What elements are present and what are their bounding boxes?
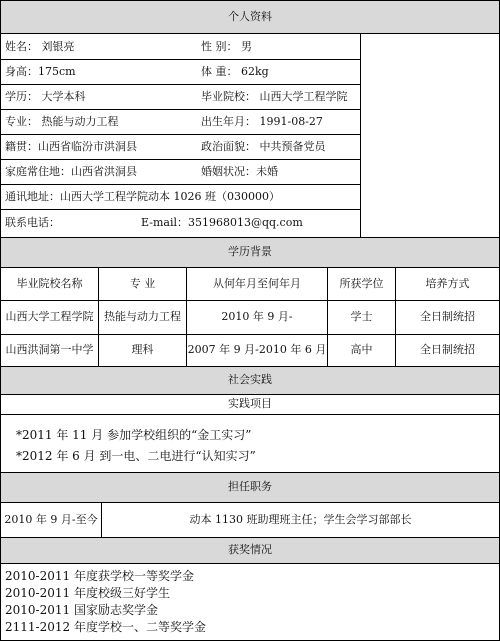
edu-row2-school: 山西洪洞第一中学	[5, 343, 94, 356]
grid-line	[0, 84, 360, 85]
grid-line	[0, 184, 360, 185]
grid-line	[0, 159, 360, 160]
education-field: 学历： 大学本科	[5, 90, 86, 103]
award-item: 2111-2012 年度学校一、二等奖学金	[5, 620, 206, 634]
phone-label: 联系电话：	[5, 216, 60, 229]
grid-line	[0, 414, 500, 415]
grid-line	[0, 472, 500, 473]
height-field: 身高：175cm	[5, 65, 76, 78]
grid-line	[0, 334, 500, 335]
grid-line	[0, 537, 500, 538]
residence-field: 家庭常住地：山西省洪洞县	[5, 165, 137, 178]
practice-item: *2011 年 11 月 参加学校组织的“金工实习”	[16, 428, 252, 442]
edu-row2-period: 2007 年 9 月-2010 年 6 月	[187, 343, 327, 356]
edu-header-degree: 所获学位	[339, 277, 384, 290]
grid-line	[0, 267, 500, 268]
edu-row1-period: 2010 年 9 月-	[221, 310, 293, 323]
edu-header-major: 专 业	[129, 277, 156, 290]
position-period: 2010 年 9 月-至今	[4, 513, 98, 526]
email-field: E-mail：351968013@qq.com	[141, 216, 303, 229]
grid-line	[0, 209, 360, 210]
edu-row1-major: 热能与动力工程	[104, 310, 181, 323]
grid-line	[0, 59, 360, 60]
personal-section-title: 个人资料	[228, 10, 272, 23]
native-field: 籍贯：山西省临汾市洪洞县	[5, 140, 137, 153]
education-section-title: 学历背景	[228, 245, 272, 258]
edu-row1-school: 山西大学工程学院	[5, 310, 94, 323]
grid-line	[0, 134, 360, 135]
positions-section-title: 担任职务	[228, 480, 272, 493]
grid-line	[360, 33, 361, 237]
marital-field: 婚姻状况：未婚	[201, 165, 278, 178]
edu-row1-mode: 全日制统招	[420, 310, 475, 323]
grid-line	[0, 0, 500, 1]
grid-line	[0, 33, 500, 34]
name-field: 姓名： 刘银亮	[5, 40, 75, 53]
grid-line	[0, 394, 500, 395]
gender-field: 性 别： 男	[201, 40, 252, 53]
school-field: 毕业院校： 山西大学工程学院	[201, 90, 348, 103]
position-role: 动本 1130 班助理班主任；学生会学习部部长	[189, 513, 412, 526]
practice-subtitle: 实践项目	[228, 397, 272, 410]
edu-row2-mode: 全日制统招	[420, 343, 475, 356]
edu-row1-degree: 学士	[350, 310, 373, 323]
address-field: 通讯地址：山西大学工程学院动本 1026 班（030000）	[5, 190, 280, 203]
award-item: 2010-2011 国家励志奖学金	[5, 603, 158, 617]
edu-header-school: 毕业院校名称	[16, 277, 83, 290]
grid-line	[0, 237, 500, 238]
practice-item: *2012 年 6 月 到一电、二电进行“认知实习”	[16, 449, 256, 463]
weight-field: 体 重： 62kg	[201, 65, 269, 78]
award-item: 2010-2011 年度获学校一等奖学金	[5, 569, 194, 583]
grid-line	[0, 366, 500, 367]
awards-section-title: 获奖情况	[228, 543, 272, 556]
grid-line	[0, 563, 500, 564]
edu-row2-major: 理科	[131, 343, 154, 356]
major-field: 专业： 热能与动力工程	[5, 115, 119, 128]
edu-header-mode: 培养方式	[425, 277, 470, 290]
edu-header-period: 从何年月至何年月	[213, 277, 301, 290]
grid-line	[0, 300, 500, 301]
grid-line	[0, 109, 360, 110]
birth-field: 出生年月： 1991-08-27	[201, 115, 323, 128]
practice-section-title: 社会实践	[228, 373, 272, 386]
edu-row2-degree: 高中	[350, 343, 373, 356]
grid-line	[0, 502, 500, 503]
award-item: 2010-2011 年度校级三好学生	[5, 586, 170, 600]
political-field: 政治面貌： 中共预备党员	[201, 140, 326, 153]
